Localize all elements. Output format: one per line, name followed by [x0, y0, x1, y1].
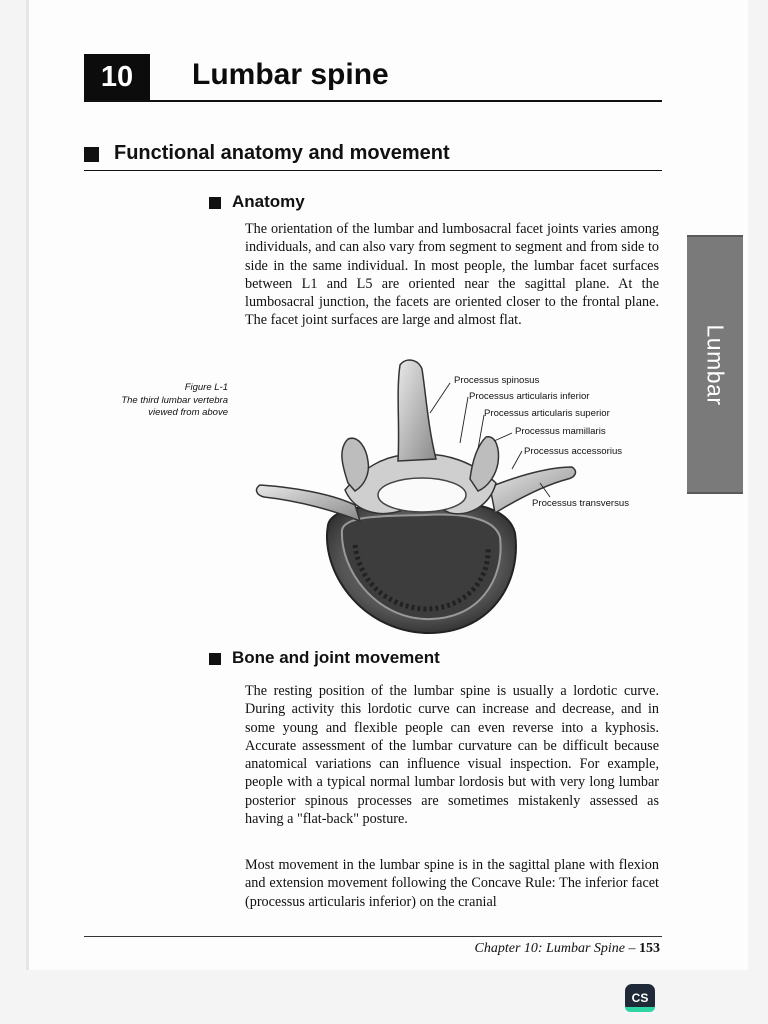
label-processus-articularis-superior: Processus articularis superior — [484, 408, 610, 419]
chapter-number: 10 — [84, 54, 150, 100]
spinosus-leader — [430, 383, 450, 413]
section-heading — [84, 141, 662, 173]
footer-page-number: 153 — [639, 941, 660, 956]
movement-title: Bone and joint movement — [232, 648, 440, 667]
anatomy-title: Anatomy — [232, 192, 305, 211]
page-edge — [26, 0, 29, 970]
figure-caption-title: The third lumbar vertebra — [121, 394, 228, 406]
anatomy-paragraph: The orientation of the lumbar and lumbosacral facet joints varies among individuals, and can also vary from segment to segment and from side to side in the same individual. In most people, the lumbar facet surfaces between L1 and L5 are oriented near the sagittal plane. At the lumbosacral junction, the facets are oriented closer to the frontal plane. The facet joint surfaces are large and almost flat. — [245, 221, 659, 329]
accessorius-leader — [512, 451, 522, 469]
section-rule — [84, 170, 662, 171]
section-title: Functional anatomy and movement — [114, 142, 450, 164]
figure-caption-number: Figure L-1 — [184, 382, 228, 393]
side-tab-label: Lumbar — [702, 324, 729, 405]
mamillaris-leader — [494, 433, 512, 441]
figure-caption-view: viewed from above — [148, 407, 228, 418]
footer-chapter-ref: Chapter 10: Lumbar Spine – — [474, 941, 639, 956]
label-processus-transversus: Processus transversus — [532, 498, 630, 509]
anatomy-bullet-icon — [209, 197, 221, 209]
page-footer — [300, 941, 660, 957]
label-processus-spinosus: Processus spinosus — [454, 375, 540, 386]
camscanner-badge-icon[interactable]: CS — [625, 984, 655, 1012]
chapter-title: Lumbar spine — [192, 58, 389, 91]
spinous-process — [398, 360, 436, 461]
label-processus-articularis-inferior: Processus articularis inferior — [469, 391, 590, 402]
movement-bullet-icon — [209, 653, 221, 665]
art-inferior-leader — [460, 397, 468, 443]
side-tab — [687, 235, 743, 494]
figure-caption — [96, 382, 228, 420]
chapter-header — [84, 54, 662, 102]
footer-rule — [84, 936, 662, 937]
label-processus-accessorius: Processus accessorius — [524, 446, 623, 457]
section-bullet-icon — [84, 147, 99, 162]
movement-paragraph-1: The resting position of the lumbar spine is usually a lordotic curve. During activity this lordotic curve can increase and decrease, and in some young and flexible people can even reverse into a kyphosis. Accurate assessment of the lumbar curvature can be difficult because anatomical variations can influence visual inspection. For example, people with a typical normal lumbar lordosis but with very long lumbar posterior spinous processes are sometimes mistakenly assessed as having a "flat-back" posture. — [245, 683, 659, 828]
label-processus-mamillaris: Processus mamillaris — [515, 426, 606, 437]
movement-paragraph-2: Most movement in the lumbar spine is in the sagittal plane with flexion and extension movement following the Concave Rule: The inferior facet (processus articularis inferior) on the cranial — [245, 857, 659, 910]
chapter-rule — [84, 100, 662, 102]
vertebral-foramen — [378, 478, 466, 512]
